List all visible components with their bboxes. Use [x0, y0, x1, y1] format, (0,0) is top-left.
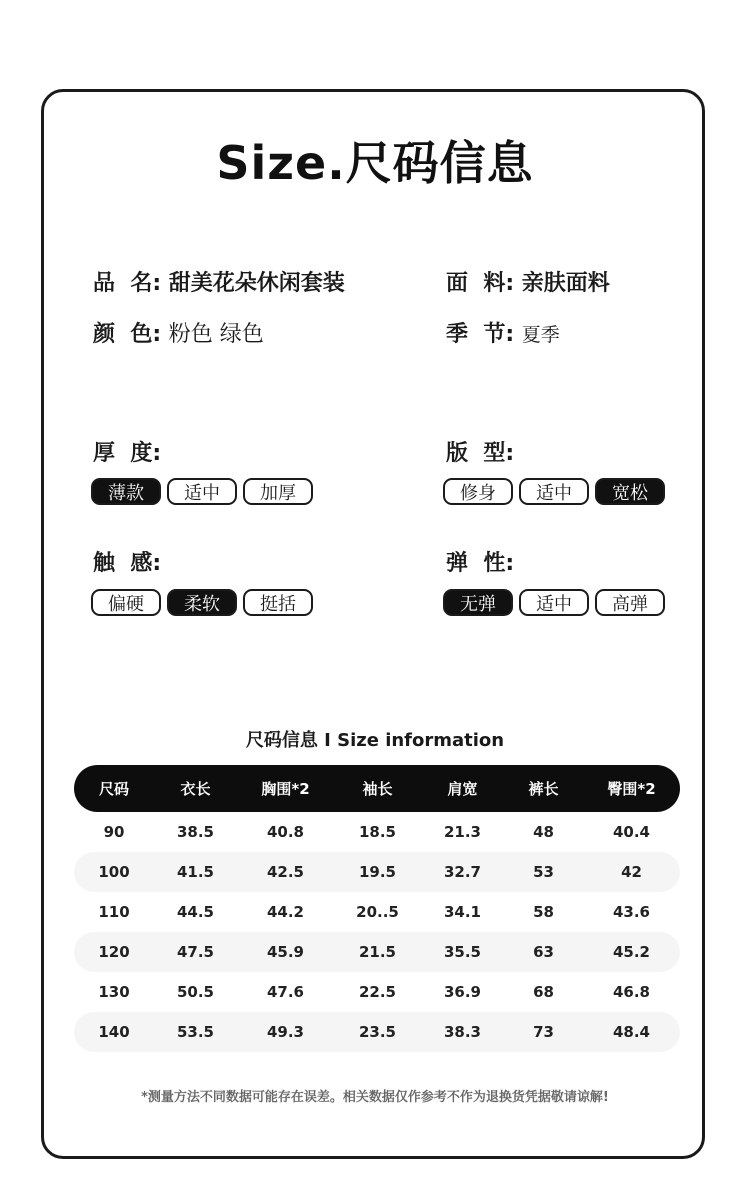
- header-cell: 衣长: [180, 780, 211, 798]
- table-cell: 19.5: [358, 863, 396, 881]
- color-value: 粉色 绿色: [168, 322, 264, 347]
- fit-option: 修身: [443, 478, 513, 505]
- table-cell: 46.8: [612, 983, 650, 1001]
- product-name-row: [93, 266, 345, 297]
- table-cell: 21.5: [358, 943, 396, 961]
- color-label: 颜 色:: [93, 322, 162, 347]
- header-cell: 袖长: [362, 780, 393, 798]
- touch-option: 偏硬: [91, 589, 161, 616]
- header-cell: 尺码: [98, 780, 129, 798]
- header-cell: 裤长: [528, 780, 559, 798]
- table-cell: 35.5: [443, 943, 481, 961]
- table-cell: 110: [98, 903, 130, 921]
- elasticity-option: 高弹: [595, 589, 665, 616]
- table-cell: 42.5: [266, 863, 304, 881]
- fabric-value: 亲肤面料: [521, 271, 610, 296]
- fit-options: [443, 478, 665, 505]
- touch-label: 触 感:: [93, 551, 162, 576]
- table-row: [74, 972, 680, 1012]
- page-title: Size.尺码信息: [216, 136, 534, 190]
- table-cell: 63: [533, 943, 554, 961]
- table-cell: 20..5: [356, 903, 399, 921]
- table-cell: 90: [103, 823, 125, 841]
- table-cell: 43.6: [612, 903, 650, 921]
- touch-options: [91, 589, 313, 616]
- table-cell: 38.5: [176, 823, 214, 841]
- table-cell: 23.5: [358, 1023, 396, 1041]
- table-cell: 140: [98, 1023, 130, 1041]
- table-cell: 120: [98, 943, 130, 961]
- table-cell: 41.5: [176, 863, 214, 881]
- thickness-label: 厚 度:: [93, 441, 162, 466]
- table-cell: 53.5: [176, 1023, 214, 1041]
- elasticity-option: 适中: [519, 589, 589, 616]
- table-cell: 18.5: [358, 823, 396, 841]
- table-cell: 45.2: [612, 943, 650, 961]
- season-row: [446, 317, 560, 348]
- table-cell: 22.5: [358, 983, 396, 1001]
- table-cell: 58: [533, 903, 554, 921]
- season-label: 季 节:: [446, 322, 515, 347]
- table-row: [74, 932, 680, 972]
- elasticity-label: 弹 性:: [446, 551, 515, 576]
- table-cell: 44.2: [266, 903, 304, 921]
- thickness-options: [91, 478, 313, 505]
- product-name-label: 品 名:: [93, 271, 162, 296]
- table-cell: 45.9: [266, 943, 304, 961]
- table-cell: 48: [533, 823, 554, 841]
- table-cell: 42: [621, 863, 642, 881]
- table-cell: 36.9: [443, 983, 481, 1001]
- table-row: [74, 1012, 680, 1052]
- thickness-option: 薄款: [91, 478, 161, 505]
- fit-option: 适中: [519, 478, 589, 505]
- table-cell: 44.5: [176, 903, 214, 921]
- table-cell: 47.5: [176, 943, 214, 961]
- header-cell: 臀围*2: [607, 780, 656, 798]
- fabric-row: [446, 266, 610, 297]
- measurement-disclaimer: *测量方法不同数据可能存在误差。相关数据仅作参考不作为退换货凭据敬请谅解!: [141, 1090, 609, 1105]
- table-cell: 34.1: [443, 903, 481, 921]
- touch-option: 柔软: [167, 589, 237, 616]
- table-cell: 40.4: [612, 823, 650, 841]
- table-cell: 73: [533, 1023, 554, 1041]
- color-row: [93, 317, 264, 348]
- table-cell: 40.8: [266, 823, 304, 841]
- table-cell: 21.3: [443, 823, 481, 841]
- table-cell: 130: [98, 983, 130, 1001]
- table-cell: 47.6: [266, 983, 304, 1001]
- table-cell: 68: [533, 983, 554, 1001]
- fit-label: 版 型:: [446, 441, 515, 466]
- elasticity-options: [443, 589, 665, 616]
- table-cell: 32.7: [443, 863, 481, 881]
- fit-option: 宽松: [595, 478, 665, 505]
- table-row: [74, 892, 680, 932]
- thickness-option: 适中: [167, 478, 237, 505]
- header-cell: 肩宽: [447, 780, 478, 798]
- size-table-title: 尺码信息 I Size information: [245, 730, 505, 751]
- product-name-value: 甜美花朵休闲套装: [168, 271, 345, 296]
- fabric-label: 面 料:: [446, 271, 515, 296]
- table-row: [74, 812, 680, 852]
- header-cell: 胸围*2: [261, 780, 310, 798]
- table-cell: 50.5: [176, 983, 214, 1001]
- size-table: [74, 765, 680, 1052]
- table-cell: 48.4: [612, 1023, 650, 1041]
- size-table-header: [74, 765, 680, 812]
- table-cell: 49.3: [266, 1023, 304, 1041]
- season-value: 夏季: [521, 324, 560, 346]
- table-row: [74, 852, 680, 892]
- touch-option: 挺括: [243, 589, 313, 616]
- table-cell: 53: [533, 863, 554, 881]
- table-cell: 38.3: [443, 1023, 481, 1041]
- thickness-option: 加厚: [243, 478, 313, 505]
- table-cell: 100: [98, 863, 130, 881]
- elasticity-option: 无弹: [443, 589, 513, 616]
